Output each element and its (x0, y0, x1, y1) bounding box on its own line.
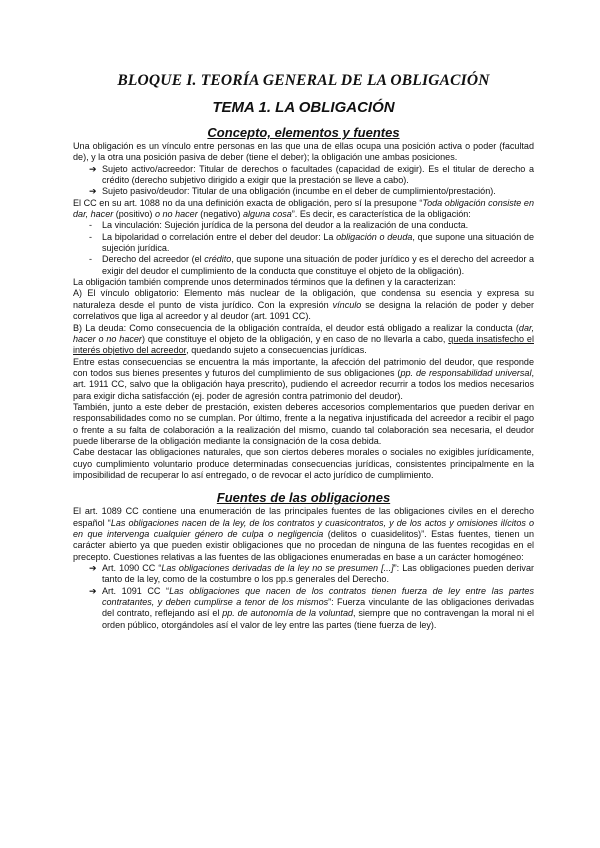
paragraph-natural-obligations: Cabe destacar las obligaciones naturales, que son ciertos deberes morales o sociales no exigibles jurídicamente, cuyo cumplimiento voluntario produce determinadas consecuencias jurídicas, consistentes principalmente en la imposibilidad de recuperar lo así entregado, o de revocar el acto jurídico de cumplimiento. (73, 447, 534, 480)
list-item (89, 586, 534, 631)
italic-run: obligación o deuda (336, 231, 413, 242)
list-item-text: Sujeto activo/acreedor: Titular de derechos o facultades (capacidad de exigir). Es el titular de derecho a crédito (derecho subjetivo dirigido a exigir que la prestación se lleve a cabo). (102, 163, 534, 186)
italic-run: Las obligaciones derivadas de la ley no se presumen [...] (161, 563, 394, 574)
list-item-text: Sujeto pasivo/deudor: Titular de una obligación (incumbe en el deber de cumplimiento/prestación). (102, 186, 496, 197)
text-run: (negativo) (197, 209, 243, 220)
italic-run: Las obligaciones que nacen de los contratos tienen fuerza de ley entre las partes contratantes, y deben cumplirse a tenor de los mismos (102, 585, 534, 608)
paragraph-cc1088 (73, 198, 534, 221)
arrow-icon: ➔ (89, 163, 97, 174)
text-run: La bipolaridad o correlación entre el deber del deudor: La (102, 231, 337, 242)
underlined-run: queda insatisfecho el interés objetivo del acreedor (73, 333, 534, 356)
text-run: B) La deuda: Como consecuencia de la obligación contraída, el deudor está obligado a realizar la conducta ( (73, 322, 519, 333)
list-item (89, 254, 534, 277)
text-run: , que supone una situación de sujeción jurídica. (102, 231, 534, 254)
list-item (89, 220, 534, 231)
text-run: Art. 1091 CC “ (102, 585, 170, 596)
paragraph-deuda (73, 323, 534, 357)
text-run: (positivo) (113, 209, 155, 220)
arrow-icon: ➔ (89, 186, 97, 197)
text-run: ”: Fuerza vinculante de las obligaciones derivadas del contrato, reflejando así el (102, 597, 534, 619)
paragraph-consequences (73, 357, 534, 402)
text-run: A) El vínculo obligatorio: Elemento más nuclear de la obligación, que condensa su esencia y expresa su naturaleza desde el punto de vista jurídico. Con la expresión (73, 288, 534, 310)
text-run: ) que constituye el objeto de la obligación, y en caso de no llevarla a cabo, (141, 333, 449, 344)
text-run: El art. 1089 CC contiene una enumeración de las principales fuentes de las obligaciones civiles en el derecho español “ (73, 506, 534, 528)
block-title: BLOQUE I. TEORÍA GENERAL DE LA OBLIGACIÓN (117, 72, 490, 89)
paragraph-also-includes: La obligación también comprende unos determinados términos que la definen y la caracterizan: (73, 277, 456, 288)
list-item (89, 186, 534, 197)
text-run: , que supone una situación de poder jurídico y es el derecho del acreedor a exigir del deudor el cumplimiento de la conducta que constituye el objeto de la obligación). (102, 254, 534, 276)
paragraph-accessory-duties: También, junto a este deber de prestación, existen deberes accesorios complementarios que pueden derivar en responsabilidades como no se cumplan. Por último, frente a la negativa injustificada del acreedor a recibir el pago o frente a su falta de colaboración a la realización del mismo, cuando tal colaboración sea necesaria, el deudor puede liberarse de la obligación mediante la consignación de la cosa debida. (73, 401, 534, 446)
list-item (89, 232, 534, 255)
text-run: Derecho del acreedor (el (102, 254, 205, 265)
text-run: (delitos o cuasidelitos)”. Estas fuentes, tienen un carácter abierto ya que pueden existir obligaciones que no procedan de ninguna de las fuentes recogidas en el precepto. Cuestiones relativas a las fuentes de las obligaciones enumeradas en base a un carácter homogéneo: (73, 529, 534, 562)
italic-run: Las obligaciones nacen de la ley, de los contratos y cuasicontratos, y de los actos y omisiones ilícitos o en que intervenga cualquier género de culpa o negligencia (73, 517, 534, 539)
arrow-icon: ➔ (89, 563, 97, 574)
italic-run: pp. de responsabilidad universal (400, 367, 532, 378)
list-item (89, 164, 534, 187)
text-run: se designa la relación de poder y deber correlativos que liga al acreedor y al deudor (art. 1091 CC). (73, 299, 534, 322)
paragraph-1089 (73, 506, 534, 563)
italic-run: pp. de autonomía de la voluntad (222, 608, 354, 619)
arrow-icon: ➔ (89, 585, 97, 596)
section-heading-sources: Fuentes de las obligaciones (216, 490, 391, 506)
italic-run: Toda obligación consiste en dar, hacer (73, 197, 534, 220)
dash-icon: - (89, 231, 93, 242)
italic-run: vínculo (332, 299, 362, 310)
italic-run: alguna cosa (243, 209, 292, 220)
italic-run: crédito (204, 254, 232, 265)
paragraph-vinculo (73, 288, 534, 322)
italic-run: o no hacer (154, 209, 198, 220)
characteristics-list (73, 220, 534, 277)
text-run: ”: Las obligaciones pueden derivar tanto de la ley, como de la costumbre o los pp.s generales del Derecho. (102, 563, 534, 585)
list-item (89, 563, 534, 586)
italic-run: dar, hacer o no hacer (73, 322, 534, 344)
text-run: Entre estas consecuencias se encuentra la más importante, la afección del patrimonio del deudor, que responde con todos sus bienes presentes y futuros del cumplimiento de sus obligaciones ( (73, 356, 534, 378)
text-run: Art. 1090 CC “ (102, 563, 162, 574)
paragraph-intro: Una obligación es un vínculo entre personas en las que una de ellas ocupa una posición activa o poder (facultad de), y la otra una posición pasiva de deber (tiene el deber); la obligación une ambas posiciones. (73, 141, 534, 163)
dash-icon: - (89, 254, 93, 265)
text-run: , siempre que no contravengan la moral ni el orden público, otorgándoles así el valor de ley entre las partes (tiene fuerza de ley). (102, 608, 534, 630)
list-item-text: La vinculación: Sujeción jurídica de la persona del deudor a la realización de una conducta. (102, 220, 469, 231)
text-run: , art. 1911 CC, salvo que la obligación haya prescrito), pudiendo el acreedor recurrir a todos los medios necesarios para exigir dicha satisfacción (ej. poder de agresión contra patrimonio del deudor). (73, 367, 534, 401)
topic-title: TEMA 1. LA OBLIGACIÓN (212, 99, 395, 116)
dash-icon: - (89, 220, 93, 231)
text-run: El CC en su art. 1088 no da una definición exacta de obligación, pero sí la presupone “ (73, 197, 423, 208)
text-run: ”. Es decir, es característica de la obligación: (291, 209, 471, 220)
text-run: , quedando sujeto a consecuencias jurídicas. (186, 345, 367, 356)
sources-list (73, 563, 534, 631)
subject-list (73, 164, 534, 198)
section-heading-concept: Concepto, elementos y fuentes (207, 125, 400, 140)
